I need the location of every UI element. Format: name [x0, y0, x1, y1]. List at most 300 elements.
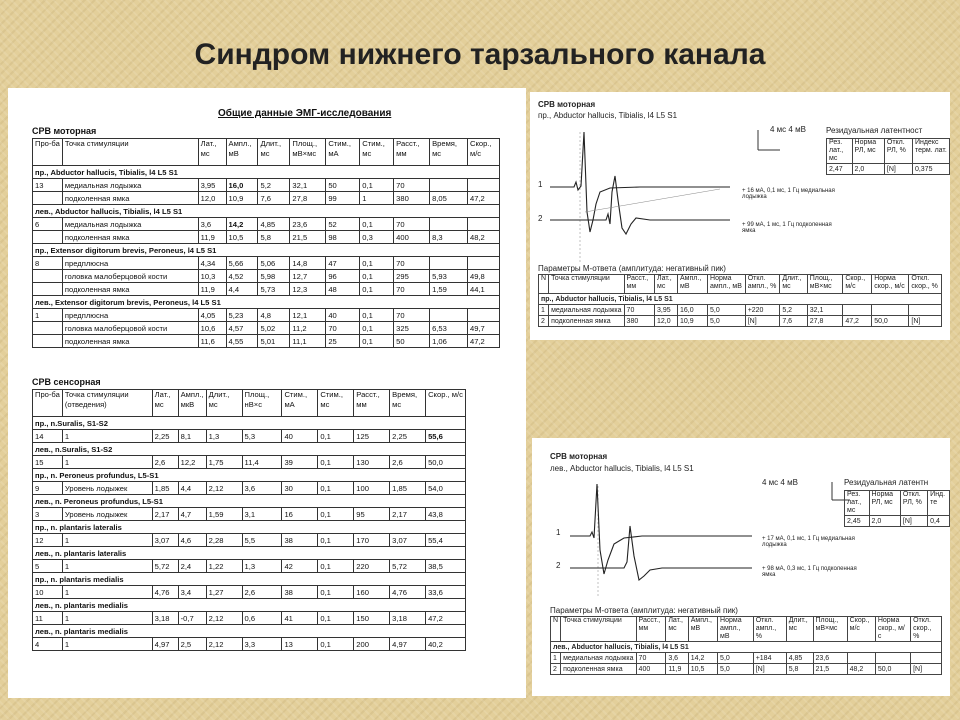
column-header: Стим., мА	[282, 390, 318, 417]
panel-heading: СРВ моторная	[550, 452, 608, 461]
panel-subtitle: лев., Abductor hallucis, Tibialis, l4 L5 S1	[550, 464, 694, 473]
table-cell: 2,12	[206, 482, 242, 495]
table-cell: 21,5	[813, 664, 847, 675]
table-cell: 4,85	[258, 218, 290, 231]
table-cell: 55,6	[426, 430, 466, 443]
table-cell: 14,2	[688, 653, 717, 664]
table-cell: 55,4	[426, 534, 466, 547]
table-cell: 3,6	[242, 482, 282, 495]
table-cell: 2,17	[390, 508, 426, 521]
table-cell: 12,2	[178, 456, 206, 469]
table-cell: 220	[354, 560, 390, 573]
table-cell: +220	[745, 305, 780, 316]
table-cell: 5,3	[242, 430, 282, 443]
table-row	[551, 664, 942, 675]
table-cell	[847, 653, 875, 664]
table-cell: [N]	[884, 164, 912, 175]
table-cell: головка малоберцовой кости	[62, 270, 198, 283]
residual-title: Резидуальная латентност	[826, 126, 923, 135]
table-cell: 5,06	[258, 257, 290, 270]
group-name: лев., n. Peroneus profundus, L5-S1	[33, 495, 466, 508]
motor-panel-right	[530, 92, 950, 340]
trace-2-note: + 98 мА, 0,3 мс, 1 Гц подколенная ямка	[762, 566, 857, 578]
column-header: Рез. лат., мс	[827, 139, 853, 164]
table-cell	[33, 270, 63, 283]
table-cell: 0,1	[360, 322, 394, 335]
table-cell: 4,97	[152, 638, 178, 651]
table-cell: 0,1	[318, 534, 354, 547]
table-cell: 2,17	[152, 508, 178, 521]
scale-label: 4 мс 4 мВ	[762, 478, 798, 487]
slide-title: Синдром нижнего тарзального канала	[194, 38, 766, 71]
table-cell: подколенная ямка	[62, 231, 198, 244]
table-cell: 5,0	[708, 316, 746, 327]
column-header: Ампл., мкВ	[178, 390, 206, 417]
panel-subtitle: пр., Abductor hallucis, Tibialis, l4 L5 S1	[538, 111, 678, 120]
table-cell: 11,9	[666, 664, 688, 675]
table-cell: 49,7	[467, 322, 499, 335]
table-cell: 1	[62, 560, 152, 573]
group-row	[539, 294, 942, 305]
group-name: пр., Abductor hallucis, Tibialis, l4 L5 S1	[33, 166, 500, 179]
group-row	[33, 573, 466, 586]
table-cell: 40	[326, 309, 360, 322]
table-cell: 4,52	[226, 270, 258, 283]
table-cell: 7,6	[780, 316, 807, 327]
table-cell: 1,75	[206, 456, 242, 469]
table-cell	[33, 283, 63, 296]
column-header: Про-ба	[33, 139, 63, 166]
table-cell: 1,85	[390, 482, 426, 495]
doc-title: Общие данные ЭМГ-исследования	[218, 108, 392, 119]
group-row	[33, 443, 466, 456]
table-cell: 11,9	[198, 283, 226, 296]
table-cell: 1	[539, 305, 549, 316]
scale-label: 4 мс 4 мВ	[770, 125, 806, 134]
motor-section-heading: СРВ моторная	[32, 126, 97, 136]
table-cell: 1,27	[206, 586, 242, 599]
group-name: лев., n.Suralis, S1-S2	[33, 443, 466, 456]
table-cell: 11,4	[242, 456, 282, 469]
residual-table	[826, 138, 950, 175]
table-cell: 4,97	[390, 638, 426, 651]
table-cell: 48	[326, 283, 360, 296]
column-header: Расст., мм	[636, 617, 666, 642]
table-cell: головка малоберцовой кости	[62, 322, 198, 335]
header-row	[845, 491, 950, 516]
trace-1-note: + 17 мА, 0,1 мс, 1 Гц медиальная лодыжка	[762, 536, 855, 548]
column-header: Скор., м/с	[426, 390, 466, 417]
table-cell: 0,1	[318, 508, 354, 521]
column-header: Время, мс	[430, 139, 468, 166]
table-cell: 50,0	[872, 316, 909, 327]
column-header: Откл. ампл., %	[753, 617, 786, 642]
group-name: лев., Abductor hallucis, Tibialis, l4 L5 S1	[33, 205, 500, 218]
table-row	[33, 586, 466, 599]
table-row	[33, 560, 466, 573]
table-cell: 50	[394, 335, 430, 348]
table-cell: 0,1	[318, 612, 354, 625]
table-cell: 1,59	[206, 508, 242, 521]
table-cell: 14	[33, 430, 63, 443]
table-cell: 1	[62, 430, 152, 443]
table-cell: 3,95	[198, 179, 226, 192]
table-cell: 5,93	[430, 270, 468, 283]
table-cell	[33, 231, 63, 244]
column-header: Индекс терм. лат.	[912, 139, 949, 164]
table-cell: 47,2	[426, 612, 466, 625]
group-row	[33, 244, 500, 257]
group-row	[33, 296, 500, 309]
table-cell: 32,1	[807, 305, 843, 316]
table-cell	[909, 305, 942, 316]
column-header: Длит., мс	[780, 275, 807, 294]
column-header: Стим., мс	[360, 139, 394, 166]
params-table	[550, 616, 942, 675]
table-cell: 12,1	[290, 309, 326, 322]
table-cell: 13	[33, 179, 63, 192]
table-cell: 12	[33, 534, 63, 547]
table-cell: 50	[326, 179, 360, 192]
table-cell: медиальная лодыжка	[62, 218, 198, 231]
group-name: пр., n. Peroneus profundus, L5-S1	[33, 469, 466, 482]
column-header: Лат., мс	[198, 139, 226, 166]
table-cell: 1,59	[430, 283, 468, 296]
group-name: пр., n.Suralis, S1-S2	[33, 417, 466, 430]
table-cell: 70	[394, 218, 430, 231]
table-cell: 0,1	[360, 283, 394, 296]
trace-1-label: 1	[538, 180, 543, 189]
table-cell: 2,0	[869, 516, 900, 527]
table-cell: 5,5	[242, 534, 282, 547]
table-cell	[843, 305, 872, 316]
table-cell: 70	[636, 653, 666, 664]
table-cell: 4,7	[178, 508, 206, 521]
table-cell: 5,02	[258, 322, 290, 335]
table-row	[33, 231, 500, 244]
table-cell: 2,12	[206, 612, 242, 625]
table-cell: 100	[354, 482, 390, 495]
table-cell: 16,0	[678, 305, 708, 316]
table-cell: 0,375	[912, 164, 949, 175]
table-cell	[33, 192, 63, 205]
table-cell: 99	[326, 192, 360, 205]
column-header: Площ., мВ×мс	[290, 139, 326, 166]
table-cell: 8	[33, 257, 63, 270]
group-row	[33, 166, 500, 179]
table-cell: 295	[394, 270, 430, 283]
table-cell	[430, 218, 468, 231]
table-cell	[33, 322, 63, 335]
table-cell	[430, 179, 468, 192]
table-cell: 10	[33, 586, 63, 599]
table-cell	[467, 309, 499, 322]
table-cell: 0,1	[318, 456, 354, 469]
table-cell: 1,3	[206, 430, 242, 443]
table-row	[33, 638, 466, 651]
table-cell: 0,1	[360, 335, 394, 348]
table-cell: 41	[282, 612, 318, 625]
residual-title: Резидуальная латентн	[844, 478, 929, 487]
table-cell: 3	[33, 508, 63, 521]
table-cell: 40	[282, 430, 318, 443]
table-cell: 4,05	[198, 309, 226, 322]
params-title: Параметры М-ответа (амплитуда: негативный пик)	[550, 606, 738, 615]
sensory-section-heading: СРВ сенсорная	[32, 377, 101, 387]
group-row	[33, 205, 500, 218]
table-cell	[33, 335, 63, 348]
table-cell: 0,3	[360, 231, 394, 244]
table-cell: -0,7	[178, 612, 206, 625]
table-cell: 0,1	[360, 309, 394, 322]
table-cell: Уровень лодыжек	[62, 508, 152, 521]
table-cell	[430, 309, 468, 322]
table-cell: 2,12	[206, 638, 242, 651]
column-header: Точка стимуляции	[549, 275, 624, 294]
table-cell: 1,85	[152, 482, 178, 495]
table-cell: 0,1	[318, 638, 354, 651]
table-cell: 25	[326, 335, 360, 348]
trace-1-label: 1	[556, 528, 561, 537]
column-header: Про-ба	[33, 390, 63, 417]
table-cell: 3,18	[152, 612, 178, 625]
table-cell: 3,3	[242, 638, 282, 651]
residual-table	[844, 490, 950, 527]
table-cell: 3,6	[666, 653, 688, 664]
table-cell: 3,95	[655, 305, 678, 316]
table-cell: 95	[354, 508, 390, 521]
motor-table	[32, 138, 500, 348]
table-cell: 5,73	[258, 283, 290, 296]
column-header: Площ., мВ×мс	[807, 275, 843, 294]
table-row	[33, 508, 466, 521]
column-header: Норма РЛ, мс	[869, 491, 900, 516]
table-cell: 5,66	[226, 257, 258, 270]
table-cell: 70	[394, 179, 430, 192]
table-cell	[467, 257, 499, 270]
table-cell: 50,0	[875, 664, 910, 675]
column-header: Лат., мс	[152, 390, 178, 417]
table-row	[33, 283, 500, 296]
group-name: пр., n. plantaris lateralis	[33, 521, 466, 534]
table-cell: 5,2	[258, 179, 290, 192]
table-cell: 14,2	[226, 218, 258, 231]
table-cell: 6	[33, 218, 63, 231]
table-cell: 10,9	[226, 192, 258, 205]
table-cell: 12,7	[290, 270, 326, 283]
column-header: Скор., м/с	[467, 139, 499, 166]
table-cell: предплюсна	[62, 257, 198, 270]
table-row	[33, 322, 500, 335]
column-header: Норма ампл., мВ	[708, 275, 746, 294]
group-name: лев., Extensor digitorum brevis, Peroneus, l4 L5 S1	[33, 296, 500, 309]
table-cell: 11,6	[198, 335, 226, 348]
table-row	[33, 335, 500, 348]
table-cell: 200	[354, 638, 390, 651]
table-cell: 23,6	[813, 653, 847, 664]
table-cell: 1	[62, 534, 152, 547]
table-row	[33, 482, 466, 495]
table-cell	[872, 305, 909, 316]
table-cell: 10,3	[198, 270, 226, 283]
column-header: Расст., мм	[394, 139, 430, 166]
table-cell: 1	[62, 586, 152, 599]
table-cell: 4,76	[152, 586, 178, 599]
group-name: лев., n. plantaris medialis	[33, 625, 466, 638]
column-header: Точка стимуляции	[62, 139, 198, 166]
table-cell: 27,8	[290, 192, 326, 205]
table-cell: 52	[326, 218, 360, 231]
table-cell	[467, 218, 499, 231]
table-cell: 14,8	[290, 257, 326, 270]
table-cell: 5,23	[226, 309, 258, 322]
table-cell: 54,0	[426, 482, 466, 495]
column-header: Площ., мВ×мс	[813, 617, 847, 642]
table-cell: 380	[624, 316, 654, 327]
group-name: лев., n. plantaris lateralis	[33, 547, 466, 560]
table-cell: 4	[33, 638, 63, 651]
table-cell: 3,07	[390, 534, 426, 547]
table-cell: 11,9	[198, 231, 226, 244]
group-row	[33, 417, 466, 430]
table-cell: подколенная ямка	[62, 192, 198, 205]
emg-trace-plot	[532, 438, 950, 618]
table-cell: 5,8	[786, 664, 813, 675]
sensory-table	[32, 389, 466, 651]
table-cell: 380	[394, 192, 430, 205]
table-cell: 47	[326, 257, 360, 270]
table-cell: 48,2	[847, 664, 875, 675]
column-header: Откл. скор., %	[911, 617, 942, 642]
column-header: Стим., мс	[318, 390, 354, 417]
table-row	[33, 218, 500, 231]
table-cell	[467, 179, 499, 192]
table-cell: 70	[624, 305, 654, 316]
table-cell: 12,0	[198, 192, 226, 205]
table-cell: медиальная лодыжка	[561, 653, 636, 664]
table-cell: 5,98	[258, 270, 290, 283]
table-cell: предплюсна	[62, 309, 198, 322]
table-cell: [N]	[909, 316, 942, 327]
header-row	[551, 617, 942, 642]
table-cell: 400	[394, 231, 430, 244]
table-cell: 3,07	[152, 534, 178, 547]
table-cell: 40,2	[426, 638, 466, 651]
column-header: Время, мс	[390, 390, 426, 417]
table-cell: 8,05	[430, 192, 468, 205]
column-header: Норма скор., м/с	[872, 275, 909, 294]
emg-summary-sheet	[8, 88, 526, 698]
header-row	[33, 139, 500, 166]
table-cell: 2,6	[390, 456, 426, 469]
table-cell: 0,6	[242, 612, 282, 625]
group-row	[551, 642, 942, 653]
table-cell: 27,8	[807, 316, 843, 327]
column-header: Ампл., мВ	[678, 275, 708, 294]
table-cell: 42	[282, 560, 318, 573]
table-cell: 2,0	[852, 164, 884, 175]
table-cell: 47,2	[843, 316, 872, 327]
table-cell: 0,4	[928, 516, 950, 527]
table-cell: [N]	[753, 664, 786, 675]
table-row	[33, 270, 500, 283]
panel-heading: СРВ моторная	[538, 100, 596, 109]
table-cell: 4,55	[226, 335, 258, 348]
group-name: пр., Extensor digitorum brevis, Peroneus, l4 L5 S1	[33, 244, 500, 257]
table-cell: 5,72	[390, 560, 426, 573]
table-cell: 5,2	[780, 305, 807, 316]
table-cell: 2	[539, 316, 549, 327]
table-cell: 96	[326, 270, 360, 283]
table-cell: 130	[354, 456, 390, 469]
group-row	[33, 547, 466, 560]
column-header: Откл. скор., %	[909, 275, 942, 294]
group-name: пр., n. plantaris medialis	[33, 573, 466, 586]
column-header: Норма скор., м/с	[875, 617, 910, 642]
column-header: Точка стимуляции	[561, 617, 636, 642]
group-row	[33, 521, 466, 534]
column-header: Лат., мс	[655, 275, 678, 294]
table-cell: 38	[282, 586, 318, 599]
table-cell: 4,76	[390, 586, 426, 599]
table-cell: 1	[62, 612, 152, 625]
params-table	[538, 274, 942, 327]
group-name: лев., n. plantaris medialis	[33, 599, 466, 612]
table-cell: 2,25	[390, 430, 426, 443]
table-cell: 10,6	[198, 322, 226, 335]
table-cell: 2,25	[152, 430, 178, 443]
table-cell: 2,47	[827, 164, 853, 175]
table-cell: 10,5	[688, 664, 717, 675]
table-cell: подколенная ямка	[561, 664, 636, 675]
table-row	[827, 164, 950, 175]
table-cell: 21,5	[290, 231, 326, 244]
table-cell: 23,6	[290, 218, 326, 231]
table-cell: 4,4	[226, 283, 258, 296]
table-cell: 10,9	[678, 316, 708, 327]
column-header: Стим., мА	[326, 139, 360, 166]
column-header: Скор., м/с	[847, 617, 875, 642]
table-cell: 11	[33, 612, 63, 625]
table-cell: 12,0	[655, 316, 678, 327]
table-row	[539, 305, 942, 316]
column-header: Откл. ампл., %	[745, 275, 780, 294]
header-row	[539, 275, 942, 294]
table-cell: 4,34	[198, 257, 226, 270]
column-header: Расст., мм	[354, 390, 390, 417]
table-cell: 0,1	[318, 482, 354, 495]
table-cell: 47,2	[467, 335, 499, 348]
table-cell: 1,06	[430, 335, 468, 348]
column-header: Ампл., мВ	[226, 139, 258, 166]
table-cell: [N]	[911, 664, 942, 675]
table-row	[33, 612, 466, 625]
table-cell: 3,4	[178, 586, 206, 599]
table-cell: Уровень лодыжек	[62, 482, 152, 495]
table-row	[33, 192, 500, 205]
column-header: Лат., мс	[666, 617, 688, 642]
table-cell: 10,5	[226, 231, 258, 244]
group-name: пр., Abductor hallucis, Tibialis, l4 L5 S1	[539, 294, 942, 305]
table-cell: 70	[394, 257, 430, 270]
table-cell: [N]	[745, 316, 780, 327]
table-cell: 33,6	[426, 586, 466, 599]
table-cell: 2,28	[206, 534, 242, 547]
table-cell: 70	[394, 309, 430, 322]
table-cell: 0,1	[360, 179, 394, 192]
table-cell: 5	[33, 560, 63, 573]
column-header: Длит., мс	[258, 139, 290, 166]
